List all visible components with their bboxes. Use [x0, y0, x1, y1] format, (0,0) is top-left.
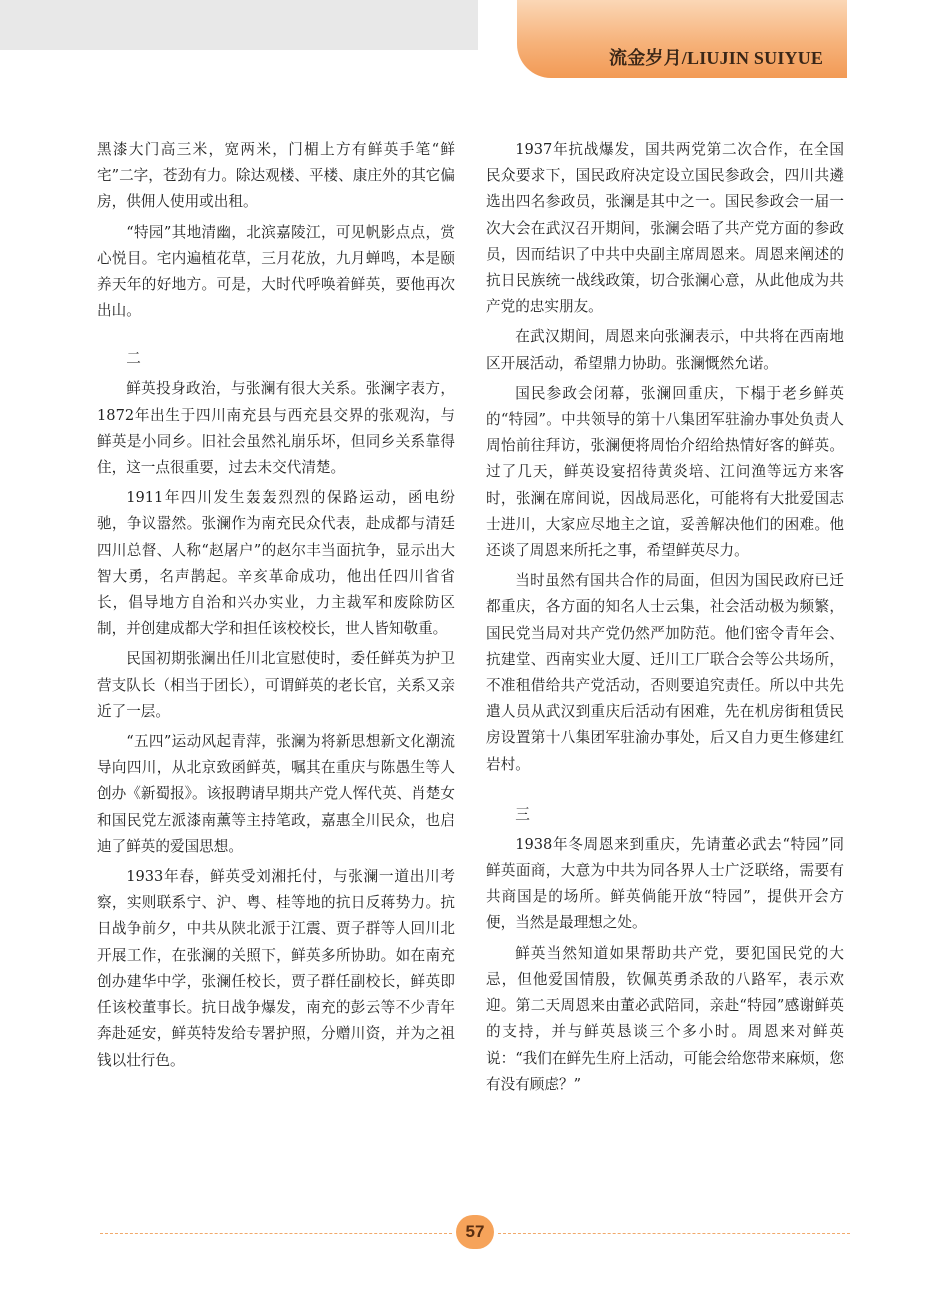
- paragraph: 1933年春，鲜英受刘湘托付，与张澜一道出川考察，实则联系宁、沪、粤、桂等地的抗日反蒋势力。抗日战争前夕，中共从陕北派于江震、贾子群等人回川北开展工作，在张澜的关照下，鲜英多所协助。如在南充创办建华中学，张澜任校长，贾子群任副校长，鲜英即任该校董事长。抗日战争爆发，南充的彭云等不少青年奔赴延安，鲜英特发给专署护照，分赠川资，并为之祖钱以壮行色。: [97, 868, 455, 1069]
- footer-dashed-line: [498, 1233, 850, 1234]
- paragraph: 1911年四川发生轰轰烈烈的保路运动，函电纷驰，争议嚣然。张澜作为南充民众代表，赴成都与清廷四川总督、人称“赵屠户”的赵尔丰当面抗争，显示出大智大勇，名声鹊起。辛亥革命成功，他出任四川省省长，倡导地方自治和兴办实业，力主裁军和废除防区制，并创建成都大学和担任该校校长，世人皆知敬重。: [97, 489, 455, 638]
- header-gray-bar: [0, 0, 478, 50]
- paragraph: “五四”运动风起青萍，张澜为将新思想新文化潮流导向四川，从北京致函鲜英，嘱其在重庆与陈愚生等人创办《新蜀报》。该报聘请早期共产党人恽代英、肖楚女和国民党左派漆南薰等主持笔政，嘉惠全川民众，也启迪了鲜英的爱国思想。: [97, 733, 455, 855]
- section-label: 流金岁月/LIUJIN SUIYUE: [609, 48, 824, 68]
- paragraph: 鲜英投身政治，与张澜有很大关系。张澜字表方，1872年出生于四川南充县与西充县交界的张观沟，与鲜英是小同乡。旧社会虽然礼崩乐坏，但同乡关系靠得住，这一点很重要，过去未交代清楚。: [97, 380, 455, 477]
- section-heading: 三: [515, 805, 530, 823]
- left-column: [97, 137, 455, 1078]
- paragraph: 黑漆大门高三米，宽两米，门楣上方有鲜英手笔“鲜宅”二字，苍劲有力。除达观楼、平楼、康庄外的其它偏房，供佣人使用或出租。: [97, 141, 455, 211]
- paragraph: 民国初期张澜出任川北宣慰使时，委任鲜英为护卫营支队长（相当于团长），可谓鲜英的老长官，关系又亲近了一层。: [97, 650, 455, 720]
- paragraph: 1937年抗战爆发，国共两党第二次合作，在全国民众要求下，国民政府决定设立国民参政会，四川共遴选出四名参政员，张澜是其中之一。国民参政会一届一次大会在武汉召开期间，张澜会晤了共产党方面的参政员，因而结识了中共中央副主席周恩来。周恩来阐述的抗日民族统一战线政策，切合张澜心意，从此他成为共产党的忠实朋友。: [486, 141, 844, 316]
- paragraph: 当时虽然有国共合作的局面，但因为国民政府已迁都重庆，各方面的知名人士云集，社会活动极为频繁，国民党当局对共产党仍然严加防范。他们密令青年会、抗建堂、西南实业大厦、迁川工厂联合会等公共场所，不准租借给共产党活动，否则要追究责任。所以中共先遣人员从武汉到重庆后活动有困难，先在机房街租赁民房设置第十八集团军驻渝办事处，后又自力更生修建红岩村。: [486, 572, 844, 773]
- right-column: [486, 137, 844, 1102]
- paragraph: 1938年冬周恩来到重庆，先请董必武去“特园”同鲜英面商，大意为中共为同各界人士广泛联络，需要有共商国是的场所。鲜英倘能开放“特园”，提供开会方便，当然是最理想之处。: [486, 835, 844, 932]
- paragraph: 在武汉期间，周恩来向张澜表示，中共将在西南地区开展活动，希望鼎力协助。张澜慨然允诺。: [486, 328, 844, 372]
- footer-dashed-line: [100, 1233, 452, 1234]
- paragraph: 国民参政会闭幕，张澜回重庆，下榻于老乡鲜英的“特园”。中共领导的第十八集团军驻渝办事处负责人周怡前往拜访，张澜便将周怡介绍给热情好客的鲜英。过了几天，鲜英设宴招待黄炎培、江问渔等远方来客时，张澜在席间说，因战局恶化，可能将有大批爱国志士进川，大家应尽地主之谊，妥善解决他们的困难。他还谈了周恩来所托之事，希望鲜英尽力。: [486, 384, 844, 560]
- section-tab: [517, 0, 847, 78]
- section-heading: 二: [126, 350, 141, 368]
- page-number-badge: 57: [456, 1215, 494, 1249]
- paragraph: “特园”其地清幽，北滨嘉陵江，可见帆影点点，赏心悦目。宅内遍植花草，三月花放，九月蝉鸣，本是颐养天年的好地方。可是，大时代呼唤着鲜英，要他再次出山。: [97, 223, 455, 320]
- paragraph: 鲜英当然知道如果帮助共产党，要犯国民党的大忌，但他爱国情殷，钦佩英勇杀敌的八路军，表示欢迎。第二天周恩来由董必武陪同，亲赴“特园”感谢鲜英的支持，并与鲜英恳谈三个多小时。周恩来对鲜英说：“我们在鲜先生府上活动，可能会给您带来麻烦，您有没有顾虑？”: [486, 944, 844, 1093]
